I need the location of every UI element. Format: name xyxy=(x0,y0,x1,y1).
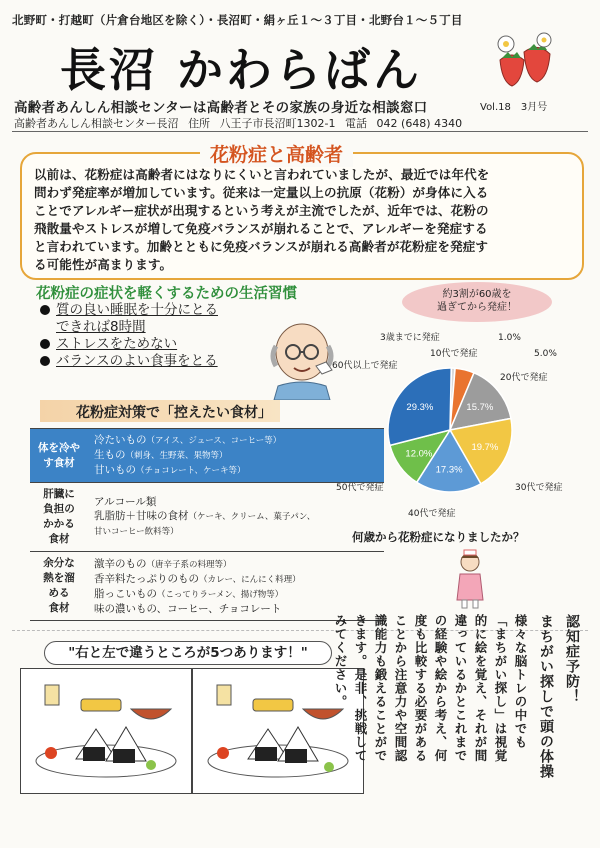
text-line: 以前は、花粉症は高齢者にはなりにくいと言われていましたが、最近では年代を xyxy=(34,167,490,182)
phone-number: 042 (648) 4340 xyxy=(376,117,463,130)
tip-item: 質の良い睡眠を十分にとる xyxy=(56,302,218,318)
column-line: 識能力も鍛えることがで xyxy=(373,614,388,763)
pie-data-label: 12.0% xyxy=(405,448,433,460)
pollen-box-title: 花粉症と高齢者 xyxy=(200,140,353,167)
column-subtitle: まちがい探しで頭の体操 xyxy=(538,614,554,779)
food-item: 乳脂肪＋甘味の食材 xyxy=(94,510,189,522)
pie-data-label: 5.0% xyxy=(534,349,557,359)
food-category-line: 食材 xyxy=(48,602,70,614)
food-note: （カレー、にんにく料理） xyxy=(199,574,301,585)
foods-title: 花粉症対策で「控えたい食材」 xyxy=(76,405,272,421)
column-line: 様々な脳トレの中でも xyxy=(513,614,528,749)
food-item: アルコール類 xyxy=(94,496,157,508)
column-line: の経験や絵から考え、何 xyxy=(433,614,448,763)
column-line: 度も比較する必要がある xyxy=(413,614,428,763)
text-line: と言われています。加齢とともに免疫バランスが崩れる高齢者が花粉症を発症す xyxy=(34,239,489,254)
column-line: ことから注意力や空間認 xyxy=(393,614,408,763)
food-items xyxy=(88,552,384,621)
food-item: 香辛料たっぷりのもの xyxy=(94,572,199,585)
tip-item: バランスのよい食事をとる xyxy=(56,353,218,369)
food-item: 甘いもの xyxy=(94,464,136,476)
food-category xyxy=(30,429,88,483)
pie-category-label: 10代で発症 xyxy=(430,349,478,359)
chart-question: 何歳から花粉症になりましたか？ xyxy=(352,530,525,544)
food-item: 生もの xyxy=(94,449,126,461)
pie-category-label: 40代で発症 xyxy=(408,509,456,519)
food-category-line: 体を冷や xyxy=(38,441,80,454)
pie-category-label: 30代で発症 xyxy=(515,483,563,493)
food-item: 脂っこいもの xyxy=(94,587,157,600)
food-item: 味の濃いもの、コーヒー、チョコレート xyxy=(94,602,282,615)
callout-line: 約3割が60歳を xyxy=(442,289,512,300)
pie-category-label: 20代で発症 xyxy=(500,373,548,383)
food-items xyxy=(88,429,384,483)
food-note: （こってりラーメン、揚げ物等） xyxy=(157,589,284,600)
pie-data-label: 1.0% xyxy=(498,333,521,343)
food-item: 冷たいもの xyxy=(94,434,147,446)
column-line: 「まちがい探し」は視覚 xyxy=(493,614,508,763)
area-line: 北野町・打越町（片倉台地区を除く）・長沼町・絹ヶ丘１～３丁目・北野台１～５丁目 xyxy=(12,13,463,27)
food-items xyxy=(88,483,384,552)
food-note: 甘いコーヒー飲料等） xyxy=(94,527,179,537)
callout-line: 過ぎてから発症！ xyxy=(437,302,517,313)
food-note: （ケーキ、クリーム、菓子パン、 xyxy=(188,512,316,522)
page-title: 長沼 かわらばん xyxy=(60,43,423,97)
food-category-line: す食材 xyxy=(43,456,75,469)
food-note: （刺身、生野菜、果物等） xyxy=(125,451,228,461)
bullet-icon xyxy=(40,356,50,366)
column-line: みてください。 xyxy=(333,614,348,709)
text-line: 飛散量やストレスが増して免疫バランスが崩れることで、アレルギーを発症する xyxy=(34,221,488,236)
pie-data-label: 17.3% xyxy=(435,464,463,476)
food-category-line: める xyxy=(48,587,70,599)
address: 八王子市長沼町1302-1 xyxy=(219,117,336,130)
contact-line xyxy=(14,115,468,131)
column-line: 違っているかとこれまで xyxy=(453,614,468,763)
bullet-icon xyxy=(40,305,50,315)
food-category-line: かかる xyxy=(43,518,75,530)
food-item: 激辛のもの xyxy=(94,557,147,570)
food-note: （唐辛子系の料理等） xyxy=(146,559,232,570)
food-category-line: 肝臓に xyxy=(43,488,75,500)
food-category-line: 負担の xyxy=(43,503,75,515)
column-title: 認知症予防！ xyxy=(564,614,580,704)
food-category-line: 食材 xyxy=(48,533,70,545)
tip-item: ストレスをためない xyxy=(56,336,178,352)
nurse-illustration xyxy=(450,548,490,610)
text-line: ことでアレルギー症状が出現するという考えが主流でしたが、近年では、花粉の xyxy=(34,203,489,218)
column-line: 的に絵を覚え、それが間 xyxy=(473,614,488,763)
table-row xyxy=(30,552,384,621)
center-name: 高齢者あんしん相談センター長沼 xyxy=(14,117,179,130)
issue-number: Vol.18 3月号 xyxy=(480,102,548,113)
chart-callout xyxy=(402,282,552,322)
pie-category-label: 50代で発症 xyxy=(336,483,384,493)
quiz-panel-left xyxy=(20,668,192,794)
tips-list xyxy=(40,302,218,370)
foods-table xyxy=(30,428,384,621)
phone-label: 電話 xyxy=(345,117,368,130)
tagline: 高齢者あんしん相談センターは高齢者とその家族の身近な相談窓口 xyxy=(14,100,428,116)
pie-category-label: 60代以上で発症 xyxy=(332,361,398,371)
food-category-line: 余分な xyxy=(43,557,75,569)
address-label: 住所 xyxy=(188,117,211,130)
table-row xyxy=(30,429,384,483)
text-line: る可能性が高まります。 xyxy=(34,257,173,272)
pie-data-label: 29.3% xyxy=(406,402,434,414)
food-category xyxy=(30,552,88,621)
bullet-icon xyxy=(40,339,50,349)
table-row xyxy=(30,483,384,552)
breakfast-illustration xyxy=(21,669,191,793)
column-line: きます。是非、挑戦して xyxy=(353,614,368,763)
pollen-box-text xyxy=(34,166,570,274)
column-text xyxy=(333,614,530,764)
food-note: （アイス、ジュース、コーヒー等） xyxy=(146,436,282,446)
food-category-line: 熱を溜 xyxy=(43,572,75,584)
strawberry-icon xyxy=(492,30,562,92)
tip-subitem: できれば8時間 xyxy=(56,319,146,335)
header-divider xyxy=(12,131,588,132)
food-category xyxy=(30,483,88,552)
pie-data-label: 19.7% xyxy=(471,442,499,454)
pie-data-label: 15.7% xyxy=(466,401,494,413)
pie-category-label: 3歳までに発症 xyxy=(380,333,440,343)
tips-title: 花粉症の症状を軽くするための生活習慣 xyxy=(36,286,297,302)
quiz-title: "右と左で違うところが5つあります！" xyxy=(44,641,332,665)
food-note: （チョコレート、ケーキ等） xyxy=(136,466,246,476)
text-line: 問わず発症率が増加しています。従来は一定量以上の抗原（花粉）が身体に入る xyxy=(34,185,489,200)
